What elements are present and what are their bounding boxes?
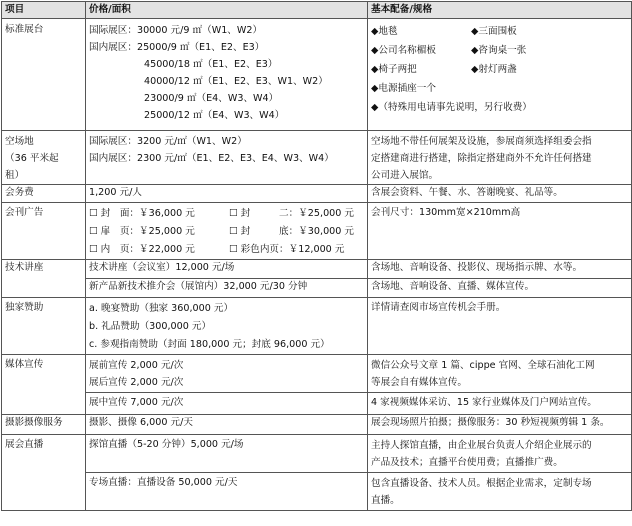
standard-booth-prices [86, 19, 368, 131]
sponsor-prices [86, 298, 368, 355]
photo-row [2, 415, 632, 435]
tech-talk-price-2: 新产品新技术推介会（展馆内）32,000 元/30 分钟 [86, 279, 368, 298]
media-price-line: 展前宣传 2,000 元/次 [89, 360, 184, 371]
config-item: ◆公司名称楣板 [371, 45, 436, 56]
config-grid [371, 22, 628, 79]
photo-label: 摄影摄像服务 [2, 415, 86, 435]
config-item: ◆射灯两盏 [471, 64, 517, 75]
space-booth-label [2, 131, 86, 185]
space-config-line: 空场地不带任何展架及设施，参展商须选择组委会指 [371, 136, 592, 147]
tech-talk-config-1: 含场地、音响设备、投影仪、现场指示牌、水等。 [368, 260, 632, 279]
ad-grid [89, 205, 364, 259]
photo-price: 摄影、摄像 6,000 元/天 [86, 415, 368, 435]
journal-ad-label: 会刊广告 [2, 203, 86, 260]
tech-talk-price-1: 技术讲座（会议室）12,000 元/场 [86, 260, 368, 279]
live-config-line: 直播。 [371, 495, 400, 506]
space-booth-prices [86, 131, 368, 185]
tech-talk-config-2: 含场地、音响设备、直播、媒体宣传。 [368, 279, 632, 298]
media-config-2: 4 家视频媒体采访、15 家行业媒体及门户网站宣传。 [368, 393, 632, 415]
sponsor-label: 独家赞助 [2, 298, 86, 355]
space-price-line: 国内展区：2300 元/㎡（E1、E2、E3、E4、W3、W4） [89, 153, 334, 164]
journal-ad-prices [86, 203, 368, 260]
media-config-1 [368, 355, 632, 393]
live-config-line: 主持人探馆直播，由企业展台负责人介绍企业展示的 [371, 440, 592, 451]
ad-option: ☐ 彩色内页：￥12,000 元 [229, 244, 345, 255]
config-item: ◆咨询桌一张 [471, 45, 527, 56]
media-price-2: 展中宣传 7,000 元/次 [86, 393, 368, 415]
sponsor-line: a. 晚宴赞助（独家 360,000 元） [89, 303, 234, 314]
price-table [1, 1, 632, 511]
live-config-1 [368, 435, 632, 473]
live-price-1: 探馆直播（5-20 分钟）5,000 元/场 [86, 435, 368, 473]
ad-option: ☐ 封 底：￥30,000 元 [229, 226, 355, 237]
sponsor-config: 详情请查阅市场宣传机会手册。 [368, 298, 632, 355]
media-config-line: 等展会自有媒体宣传。 [371, 377, 467, 388]
fee-price: 1,200 元/人 [86, 185, 368, 203]
config-item: ◆（特殊用电请事先说明，另行收费） [371, 102, 532, 113]
header-price: 价格/面积 [86, 2, 368, 19]
fee-label: 会务费 [2, 185, 86, 203]
journal-ad-row [2, 203, 632, 260]
ad-option: ☐ 内 页：￥22,000 元 [89, 244, 195, 255]
sponsor-row [2, 298, 632, 355]
tech-talk-label: 技术讲座 [2, 260, 86, 298]
space-booth-config [368, 131, 632, 185]
journal-ad-config: 会刊尺寸：130mm宽×210mm高 [368, 203, 632, 260]
live-price-2: 专场直播：直播设备 50,000 元/天 [86, 473, 368, 511]
media-price-line: 展后宣传 2,000 元/次 [89, 377, 184, 388]
fee-row [2, 185, 632, 203]
standard-booth-label: 标准展台 [2, 19, 86, 131]
space-label-line: 空场地 [5, 136, 34, 147]
ad-option: ☐ 封 二：￥25,000 元 [229, 208, 355, 219]
space-config-line: 公司进入展馆。 [371, 170, 439, 181]
standard-price-line: 国际展区：30000 元/9 ㎡（W1、W2） [89, 25, 263, 36]
photo-config: 展会现场照片拍摄；摄像服务：30 秒短视频剪辑 1 条。 [368, 415, 632, 435]
fee-config: 含展会资料、午餐、水、答谢晚宴、礼品等。 [368, 185, 632, 203]
standard-booth-row [2, 19, 632, 131]
config-item: ◆电源插座一个 [371, 83, 436, 94]
ad-option: ☐ 扉 页：￥25,000 元 [89, 226, 195, 237]
live-row-1 [2, 435, 632, 473]
header-config: 基本配备/规格 [368, 2, 632, 19]
live-config-line: 产品及技术；直播平台使用费；直播推广费。 [371, 457, 563, 468]
standard-price-line: 45000/18 ㎡（E1、E2、E3） [144, 59, 278, 70]
config-item: ◆三面围板 [471, 26, 517, 37]
config-item: ◆椅子两把 [371, 64, 417, 75]
standard-price-line: 23000/9 ㎡（E4、W3、W4） [144, 93, 279, 104]
config-item: ◆地毯 [371, 26, 398, 37]
standard-price-line: 40000/12 ㎡（E1、E2、E3、W1、W2） [144, 76, 328, 87]
header-item: 项目 [2, 2, 86, 19]
standard-booth-config [368, 19, 632, 131]
sponsor-line: c. 参观指南赞助（封面 180,000 元；封底 96,000 元） [89, 339, 330, 350]
space-booth-row [2, 131, 632, 185]
space-label-line: 租） [5, 170, 25, 181]
live-row-2 [2, 473, 632, 511]
live-label: 展会直播 [2, 435, 86, 511]
media-row-2 [2, 393, 632, 415]
live-config-2 [368, 473, 632, 511]
media-row-1 [2, 355, 632, 393]
space-label-line: （36 平米起 [5, 153, 59, 164]
tech-talk-row-2 [2, 279, 632, 298]
header-row [2, 2, 632, 19]
media-config-line: 微信公众号文章 1 篇、cippe 官网、全球石油化工网 [371, 360, 595, 371]
standard-price-line: 25000/12 ㎡（E4、W3、W4） [144, 110, 285, 121]
tech-talk-row-1 [2, 260, 632, 279]
live-config-line: 包含直播设备、技术人员。根据企业需求，定制专场 [371, 478, 592, 489]
space-config-line: 定搭建商进行搭建，除指定搭建商外不允许任何搭建 [371, 153, 592, 164]
sponsor-line: b. 礼品赞助（300,000 元） [89, 321, 212, 332]
standard-price-line: 国内展区：25000/9 ㎡（E1、E2、E3） [89, 42, 265, 53]
media-price-1 [86, 355, 368, 393]
ad-option: ☐ 封 面：￥36,000 元 [89, 208, 195, 219]
media-label: 媒体宣传 [2, 355, 86, 415]
space-price-line: 国际展区：3200 元/㎡（W1、W2） [89, 136, 247, 147]
